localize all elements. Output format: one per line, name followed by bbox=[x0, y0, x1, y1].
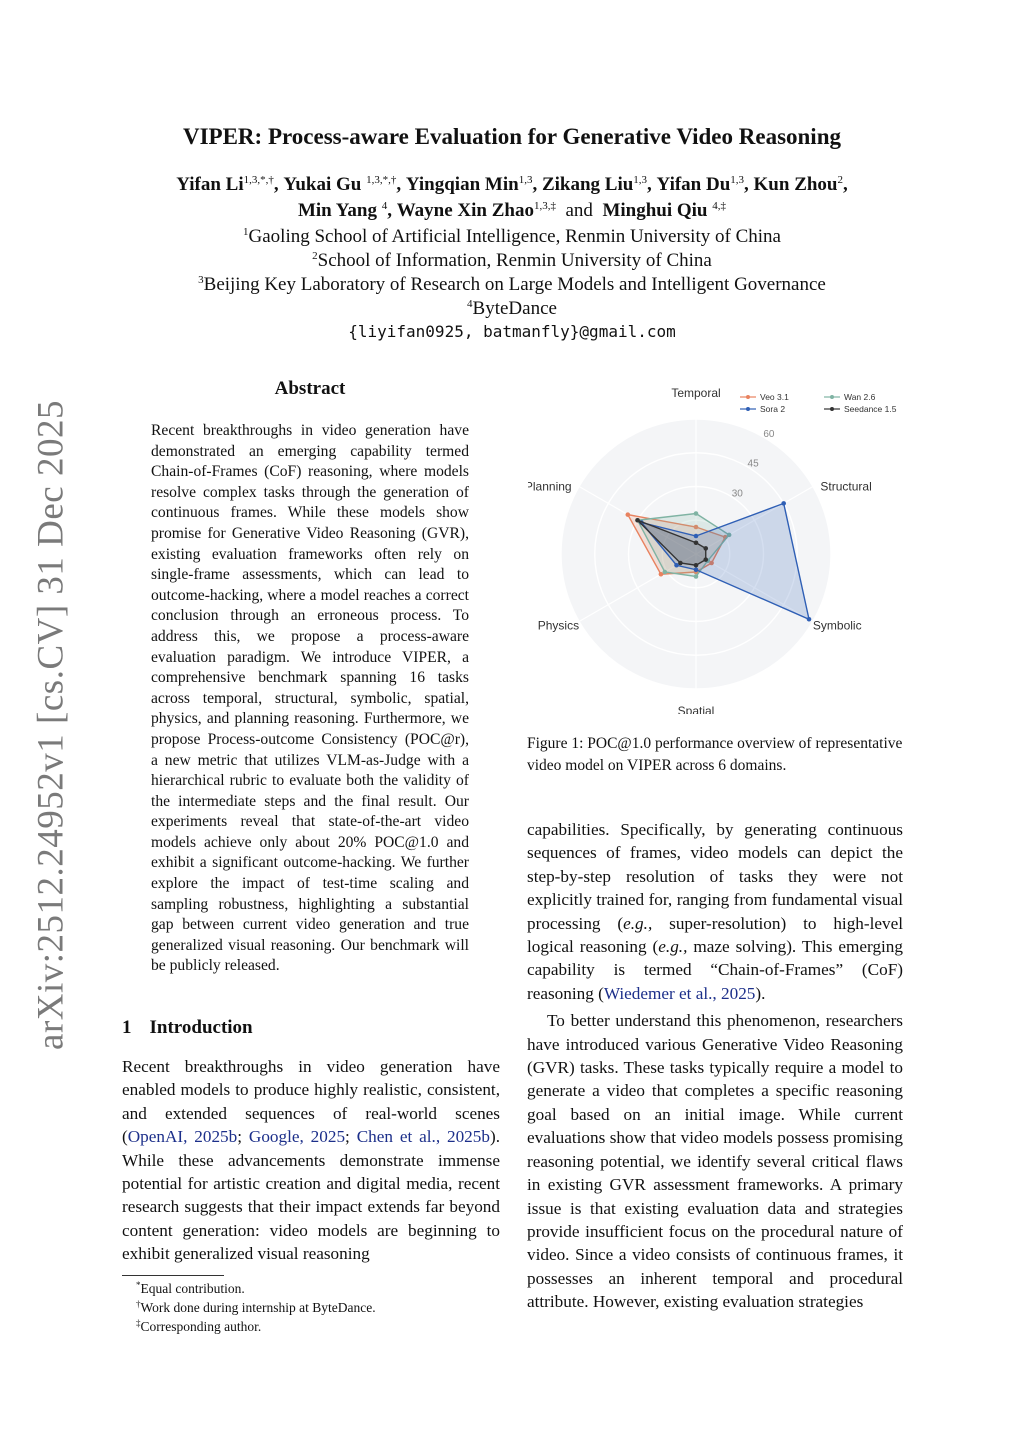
abstract-heading: Abstract bbox=[274, 378, 346, 399]
arxiv-stamp-text: arXiv:2512.24952v1 [cs.CV] 31 Dec 2025 bbox=[30, 400, 72, 1050]
section-heading-introduction: 1 Introduction bbox=[122, 1017, 253, 1038]
intro-column-2 bbox=[527, 818, 903, 1314]
radar-axis-label: Structural bbox=[820, 479, 872, 494]
radar-data-point bbox=[703, 546, 708, 551]
author-name: Yingqian Min bbox=[405, 174, 519, 195]
radar-data-point bbox=[694, 540, 699, 545]
legend-label: Sora 2 bbox=[760, 404, 786, 414]
affiliation: $^2$School of Information, Renmin University of China bbox=[312, 250, 712, 271]
affiliation: $^1$Gaoling School of Artificial Intelligence, Renmin University of China bbox=[243, 226, 781, 247]
radar-data-point bbox=[694, 567, 699, 572]
author-name: Min Yang bbox=[297, 200, 377, 221]
radar-data-point bbox=[626, 512, 631, 517]
radar-tick-label: 45 bbox=[747, 458, 759, 470]
citation-link[interactable]: Google, 2025 bbox=[248, 1127, 346, 1147]
author-line-2: Min Yang $^4$, Wayne Xin Zhao$^{1,3,\ddagger}$ and Minghui Qiu $^{4,\ddagger}$ bbox=[297, 200, 727, 221]
author-name: Wayne Xin Zhao bbox=[396, 200, 534, 221]
footnote: †Work done during internship at ByteDance. bbox=[136, 1299, 376, 1315]
contact-email: {liyifan0925, batmanfly}@gmail.com bbox=[348, 322, 676, 341]
footnotes bbox=[136, 1279, 376, 1336]
legend-swatch-marker bbox=[830, 395, 834, 399]
paper-title: VIPER: Process-aware Evaluation for Generative Video Reasoning bbox=[182, 124, 841, 149]
radar-tick-label: 30 bbox=[731, 488, 743, 500]
citation-link[interactable]: Wiedemer et al., 2025 bbox=[603, 983, 756, 1003]
legend-swatch-marker bbox=[746, 407, 750, 411]
radar-axis-label: Physics bbox=[537, 618, 580, 633]
legend-label: Wan 2.6 bbox=[844, 392, 876, 402]
radar-data-point bbox=[635, 518, 640, 523]
author-name: Minghui Qiu bbox=[602, 200, 708, 221]
affiliation: $^4$ByteDance bbox=[467, 298, 557, 319]
arxiv-stamp bbox=[28, 400, 74, 1050]
radar-axis-label: Temporal bbox=[671, 388, 721, 400]
radar-tick-label: 60 bbox=[763, 428, 775, 440]
intro-paragraph-1: Recent breakthroughs in video generation have enabled models to produce highly realistic, consistent, and extended sequences of real-world scenes (OpenAI, 2025b; Google, 2025; Chen et al., 2025b). While these advancements demonstrate immense potential for artistic creation and digital media, recent research suggests that their impact extends far beyond content generation: video models are beginning to exhibit generalized visual reasoning bbox=[122, 1057, 500, 1264]
radar-data-point bbox=[694, 563, 699, 568]
author-name: Yukai Gu bbox=[283, 174, 362, 195]
footnote: *Equal contribution. bbox=[136, 1280, 245, 1296]
abstract-body: Recent breakthroughs in video generation have demonstrated an emerging capability termed Chain-of-Frames (CoF) reasoning, where models resolve complex tasks through the generation of continuous frames. While these models show promise for Generative Video Reasoning (GVR), existing evaluation frameworks often rely on single-frame assessments, which can lead to outcome-hacking, where a model reaches a correct conclusion through an erroneous process. To address this, we propose a process-aware evaluation paradigm. We introduce VIPER, a comprehensive benchmark spanning 16 tasks across temporal, structural, symbolic, spatial, physics, and planning reasoning. Furthermore, we propose Process-outcome Consistency (POC@r), a new metric that utilizes VLM-as-Judge with a hierarchical rubric to evaluate both the validity of the intermediate steps and the final result. Our experiments reveal that state-of-the-art video models achieve only about 20% POC@1.0 and exhibit a significant outcome-hacking. We further explore the impact of test-time scaling and sampling robustness, highlighting a substantial gap between current video generation and true generalized visual reasoning. Our benchmark will be publicly released. bbox=[151, 422, 469, 975]
citation-link[interactable]: OpenAI, 2025b bbox=[127, 1127, 238, 1147]
radar-chart-figure bbox=[528, 388, 904, 714]
radar-data-point bbox=[694, 511, 699, 516]
radar-data-point bbox=[674, 563, 679, 568]
radar-axis-label: Spatial bbox=[677, 704, 715, 714]
legend-label: Veo 3.1 bbox=[760, 392, 789, 402]
radar-data-point bbox=[781, 501, 786, 506]
legend-label: Seedance 1.5 bbox=[844, 404, 897, 414]
radar-data-point bbox=[659, 572, 664, 577]
radar-data-point bbox=[807, 617, 812, 622]
legend-swatch-marker bbox=[830, 407, 834, 411]
radar-axis-label: Planning bbox=[528, 479, 572, 494]
radar-data-point bbox=[663, 570, 668, 575]
author-line-1: Yifan $Li^{1,3,*,\dagger}$, Yukai Gu $^{1,3,*,\dagger}$, Yingqian Min$^{1,3}$, Zikang Liu$^{1,3}$, Yifan Du$^{1,3}$, Kun Zhou$^2$, bbox=[176, 174, 848, 195]
radar-data-point bbox=[694, 574, 699, 579]
radar-data-point bbox=[703, 557, 708, 562]
legend-swatch-marker bbox=[746, 395, 750, 399]
radar-chart bbox=[528, 388, 904, 714]
intro-paragraph-1-continued: capabilities. Specifically, by generating continuous sequences of frames, video models can depict the step-by-step resolution of tasks they were not explicitly trained for, ranging from fundamental visual processing (e.g., super-resolution) to high-level logical reasoning (e.g., maze solving). This emerging capability is termed “Chain-of-Frames” (CoF) reasoning (Wiedemer et al., 2025). bbox=[527, 820, 904, 1003]
author-list bbox=[120, 172, 904, 224]
radar-data-point bbox=[678, 561, 683, 566]
author-name: Yifan Li bbox=[176, 174, 244, 195]
intro-paragraph-2: To better understand this phenomenon, researchers have introduced various Generative Video Reasoning (GVR) tasks. These tasks typically require a model to generate a video that completes a specific reasoning goal based on an initial image. While current evaluations show that video models possess promising reasoning potential, we identify several critical flaws in existing GVR assessment frameworks. A primary issue is that existing evaluation data and strategies provide insufficient focus on the procedural nature of video. Since a video consists of continuous frames, it possesses an inherent temporal and procedural attribute. However, existing evaluation strategies bbox=[527, 1011, 903, 1312]
figure-caption: Figure 1: POC@1.0 performance overview of representative video model on VIPER across 6 domains. bbox=[527, 735, 903, 774]
radar-axis-label: Symbolic bbox=[812, 618, 862, 633]
citation-link[interactable]: Chen et al., 2025b bbox=[356, 1127, 490, 1147]
author-name: Yifan Du bbox=[656, 174, 731, 195]
footnote-rule bbox=[122, 1275, 224, 1276]
affiliation: $^3$Beijing Key Laboratory of Research on Large Models and Intelligent Governance bbox=[198, 274, 826, 295]
author-name: Zikang Liu bbox=[541, 174, 634, 195]
radar-data-point bbox=[694, 534, 699, 539]
author-name: Kun Zhou bbox=[753, 174, 838, 195]
footnote: ‡Corresponding author. bbox=[136, 1318, 262, 1334]
